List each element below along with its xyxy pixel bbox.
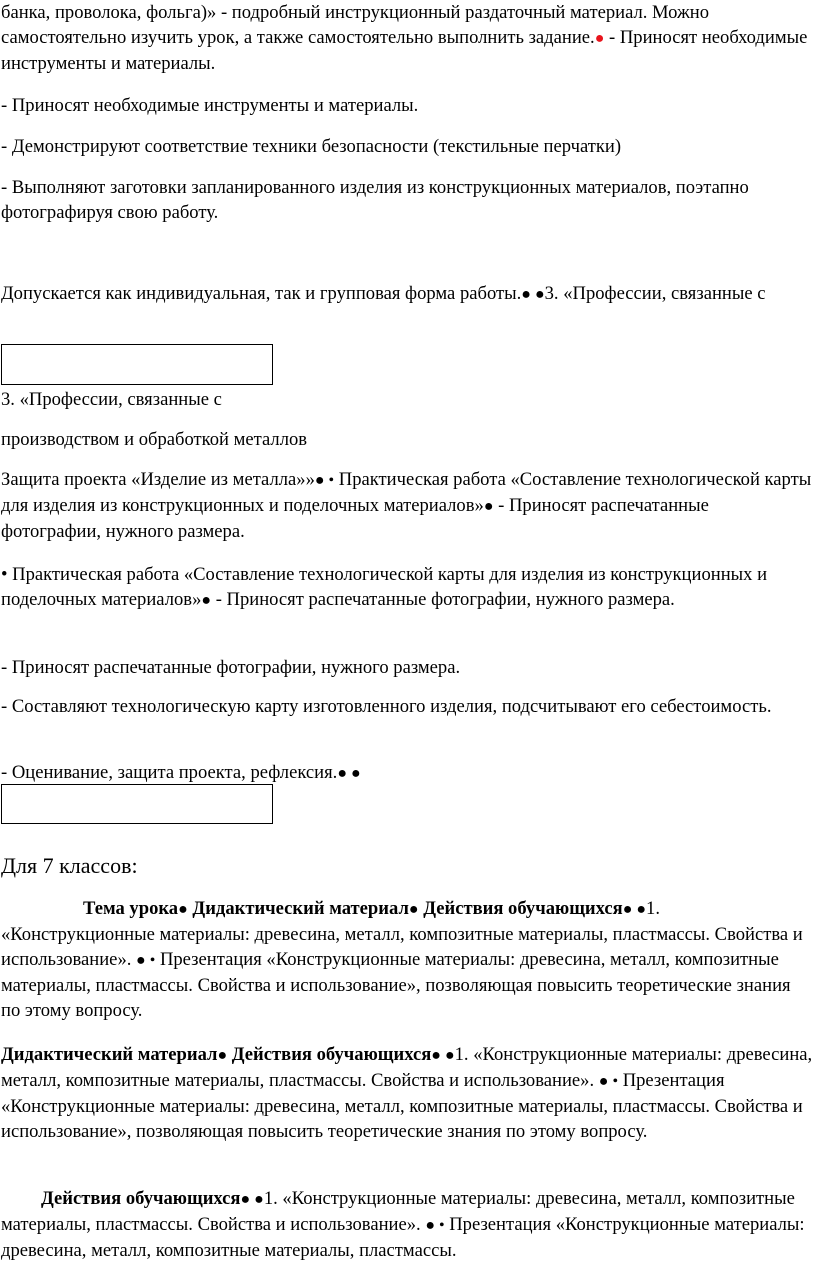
bullet-icon: ● • (314, 472, 335, 489)
bold-label: Действия обучающихся (227, 1044, 432, 1065)
paragraph-text: - Оценивание, защита проекта, рефлексия. (1, 762, 338, 783)
paragraph-text: 1. «Конструкционные материалы: древесина, металл, композитные материалы, пластмассы. Свойства и использование». (1, 1188, 795, 1235)
bold-label: Тема урока (83, 898, 179, 919)
paragraph-text: 1. «Конструкционные материалы: древесина, металл, композитные материалы, пластмассы. Свойства и использование». (1, 1044, 813, 1091)
bullet-icon: ● • (425, 1217, 445, 1234)
empty-frame (1, 784, 273, 824)
paragraph-blanks: - Выполняют заготовки запланированного изделия из конструкционных материалов, поэтапно фотографируя свою работу. (1, 177, 749, 223)
bullet-icon: ● • (598, 1073, 619, 1090)
section-heading: Для 7 классов: (1, 853, 138, 878)
paragraph-student-actions (1, 1186, 813, 1263)
bold-label: Дидактический материал (1, 1044, 218, 1065)
paragraph-tech-card: - Составляют технологическую карту изготовленного изделия, подсчитывают его себестоимость. (1, 696, 772, 717)
paragraph-text: Практическая работа «Составление технологической карты для изделия из конструкционных и поделочных материалов» (1, 469, 812, 516)
paragraph-work-form (1, 281, 813, 307)
paragraph-text: банка, проволока, фольга)» - подробный инструкционный раздаточный материал. Можно самостоятельно изучить урок, а также самостоятельно выполнить задание. (1, 2, 710, 48)
paragraph-instruction-material (1, 0, 813, 76)
paragraph-bring-tools: - Приносят необходимые инструменты и материалы. (1, 95, 419, 116)
paragraph-professions: 3. «Профессии, связанные с (1, 389, 222, 410)
paragraph-evaluation (1, 760, 813, 786)
paragraph-lesson-topic (1, 896, 813, 1023)
bullet-icon: ● (483, 498, 494, 515)
paragraph-text: Презентация «Конструкционные материалы: древесина, металл, композитные материалы, пластмассы. Свойства и использование», позволяющая повысить теоретические знания по этому вопросу. (1, 1070, 803, 1142)
empty-frame (1, 344, 273, 385)
paragraph-text: - Приносят распечатанные фотографии, нужного размера. (211, 589, 675, 610)
bullet-icon: ● (178, 901, 188, 918)
bullet-icon: ● ● (622, 901, 647, 918)
bold-label: Действия обучающихся (418, 898, 623, 919)
paragraph-text: 1. «Конструкционные материалы: древесина, металл, композитные материалы, пластмассы. Свойства и использование». (1, 898, 803, 970)
paragraph-bring-photos: - Приносят распечатанные фотографии, нужного размера. (1, 657, 461, 678)
paragraph-text: 3. «Профессии, связанные с (544, 283, 766, 304)
paragraph-project-defense (1, 467, 813, 544)
bullet-icon: ● ● (521, 286, 545, 303)
bullet-icon: ● • (136, 952, 156, 969)
paragraph-text: Практическая работа «Составление технологической карты для изделия из конструкционных и поделочных материалов» (1, 564, 768, 610)
paragraph-didactic-material (1, 1042, 813, 1144)
paragraph-safety: - Демонстрируют соответствие техники безопасности (текстильные перчатки) (1, 136, 622, 157)
paragraph-text: Защита проекта «Изделие из металла»» (1, 469, 315, 490)
bullet-icon: ● (201, 592, 212, 609)
paragraph-metal-processing: производством и обработкой металлов (1, 429, 308, 450)
bold-label: Действия обучающихся (41, 1188, 241, 1209)
paragraph-text: - Приносят необходимые инструменты и материалы. (1, 27, 808, 74)
bullet-icon: ● (408, 901, 419, 918)
bullet-icon: ● (217, 1047, 228, 1064)
bullet-icon: • (1, 564, 8, 585)
bullet-icon: ● ● (240, 1191, 264, 1208)
red-bullet-icon: ● (594, 30, 605, 47)
paragraph-text: Презентация «Конструкционные материалы: древесина, металл, композитные материалы, пластмассы. (1, 1214, 805, 1261)
paragraph-text: Презентация «Конструкционные материалы: древесина, металл, композитные материалы, пластмассы. Свойства и использование», позволяющая повысить теоретические знания по этому вопросу. (1, 949, 791, 1021)
bullet-icon: ● ● (431, 1047, 455, 1064)
bullet-icon: ● ● (337, 765, 361, 782)
bold-label: Дидактический материал (187, 898, 409, 919)
paragraph-text: - Приносят распечатанные фотографии, нужного размера. (1, 495, 709, 542)
paragraph-text: Допускается как индивидуальная, так и групповая форма работы. (1, 283, 522, 304)
paragraph-practical-work (1, 562, 813, 613)
